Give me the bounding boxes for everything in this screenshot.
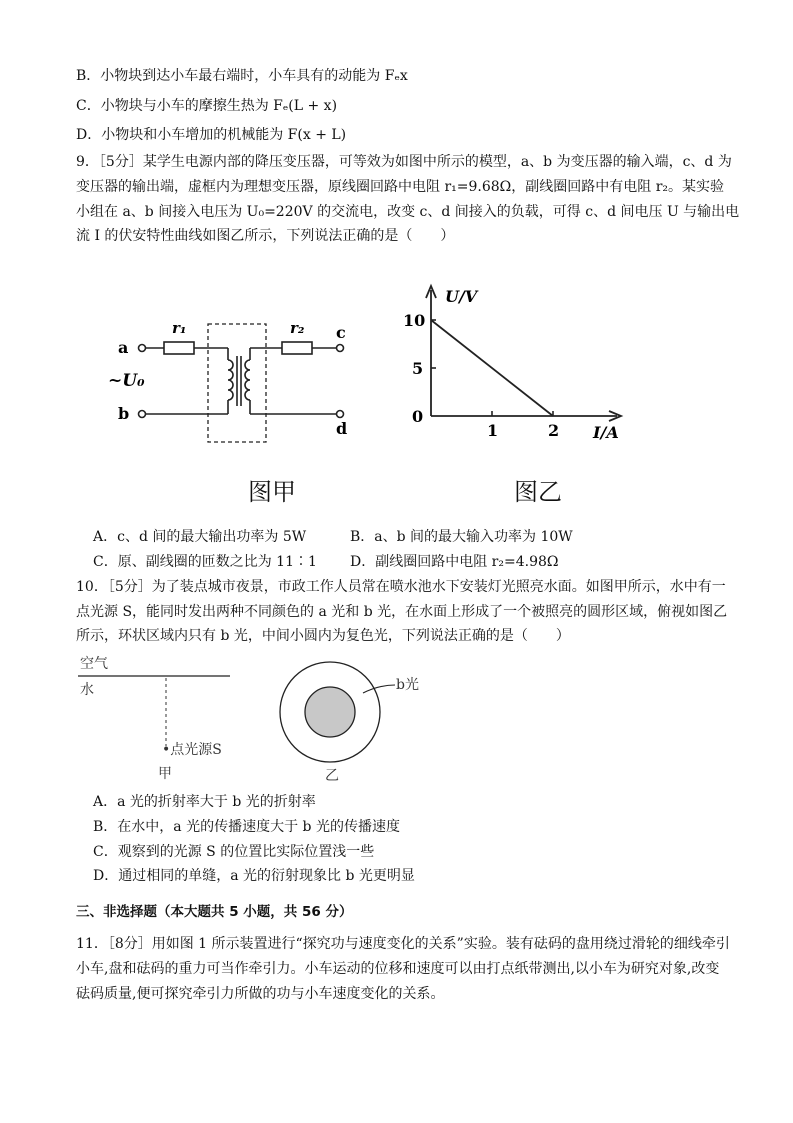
q9-option-d: D．副线圈回路中电阻 r₂=4.98Ω	[350, 554, 559, 570]
u-i-characteristic-chart	[395, 280, 635, 450]
y-axis-label: U/V	[445, 287, 478, 306]
x-tick-label: 2	[548, 421, 560, 440]
q10-option-d: D．通过相同的单缝，a 光的衍射现象比 b 光更明显	[93, 868, 415, 884]
q9-stem-line4: 流 I 的伏安特性曲线如图乙所示，下列说法正确的是（ ）	[76, 228, 455, 244]
illuminated-circle-diagram	[275, 655, 445, 785]
figure-caption-jia-2: 甲	[158, 766, 172, 780]
terminal-d-label: d	[336, 419, 348, 438]
resistor-r2-label: r₂	[290, 319, 305, 337]
q10-option-c: C．观察到的光源 S 的位置比实际位置浅一些	[93, 844, 375, 860]
y-tick-label: 0	[412, 407, 424, 426]
q11-stem-line3: 砝码质量,便可探究牵引力所做的功与小车速度变化的关系。	[76, 986, 445, 1002]
q9-option-a: A．c、d 间的最大输出功率为 5W	[93, 529, 307, 545]
air-label: 空气	[80, 656, 108, 672]
y-tick-label: 10	[403, 311, 426, 330]
q10-stem-line3: 所示，环状区域内只有 b 光，中间小圆内为复色光，下列说法正确的是（ ）	[76, 628, 570, 644]
q9-stem-line3: 小组在 a、b 间接入电压为 U₀=220V 的交流电，改变 c、d 间接入的负载，可得 c、d 间电压 U 与输出电	[76, 204, 740, 220]
x-tick-label: 1	[487, 421, 499, 440]
figure-caption-jia: 图甲	[248, 478, 296, 506]
q9-option-b: B．a、b 间的最大输入功率为 10W	[350, 529, 573, 545]
q10-stem-line2: 点光源 S，能同时发出两种不同颜色的 a 光和 b 光，在水面上形成了一个被照亮的圆形区域，俯视如图乙	[76, 604, 728, 620]
q9-stem-line1: 9．［5分］某学生电源内部的降压变压器，可等效为如图中所示的模型，a、b 为变压器的输入端，c、d 为	[76, 154, 732, 170]
b-light-label: b光	[396, 677, 419, 693]
q8-option-d: D．小物块和小车增加的机械能为 F(x + L)	[76, 127, 347, 143]
figure-caption-yi: 图乙	[514, 478, 562, 506]
q11-stem-line1: 11．［8分］用如图 1 所示装置进行“探究功与速度变化的关系”实验。装有砝码的盘用绕过滑轮的细线牵引	[76, 936, 730, 952]
water-label: 水	[80, 682, 94, 698]
x-axis-label: I/A	[593, 423, 619, 442]
mixed-light-circle	[305, 687, 355, 737]
q8-option-c: C．小物块与小车的摩擦生热为 Fₑ(L + x)	[76, 98, 338, 114]
resistor-r1-label: r₁	[172, 319, 187, 337]
terminal-a-label: a	[118, 338, 129, 357]
y-tick-label: 5	[412, 359, 424, 378]
q11-stem-line2: 小车,盘和砝码的重力可当作牵引力。小车运动的位移和速度可以由打点纸带测出,以小车为研究对象,改变	[76, 961, 720, 977]
q10-option-b: B．在水中，a 光的传播速度大于 b 光的传播速度	[93, 819, 400, 835]
water-surface-diagram	[70, 650, 270, 780]
u-i-series-line	[431, 320, 553, 416]
source-voltage-label: ~U₀	[108, 371, 145, 391]
q8-option-b: B．小物块到达小车最右端时，小车具有的动能为 Fₑx	[76, 68, 408, 84]
q10-stem-line1: 10．［5分］为了装点城市夜景，市政工作人员常在喷水池水下安装灯光照亮水面。如图甲所示，水中有一	[76, 579, 726, 595]
q10-option-a: A．a 光的折射率大于 b 光的折射率	[93, 794, 316, 810]
q9-option-c: C．原、副线圈的匝数之比为 11∶1	[93, 554, 317, 570]
terminal-c-label: c	[336, 323, 346, 342]
transformer-circuit-diagram	[100, 300, 370, 450]
q9-stem-line2: 变压器的输出端，虚框内为理想变压器，原线圈回路中电阻 r₁=9.68Ω，副线圈回路中有电阻 r₂。某实验	[76, 179, 725, 195]
section-three-title: 三、非选择题（本大题共 5 小题，共 56 分）	[76, 904, 353, 920]
point-source-label: •点光源S	[162, 742, 222, 758]
figure-caption-yi-2: 乙	[325, 768, 339, 784]
terminal-b-label: b	[118, 404, 130, 423]
